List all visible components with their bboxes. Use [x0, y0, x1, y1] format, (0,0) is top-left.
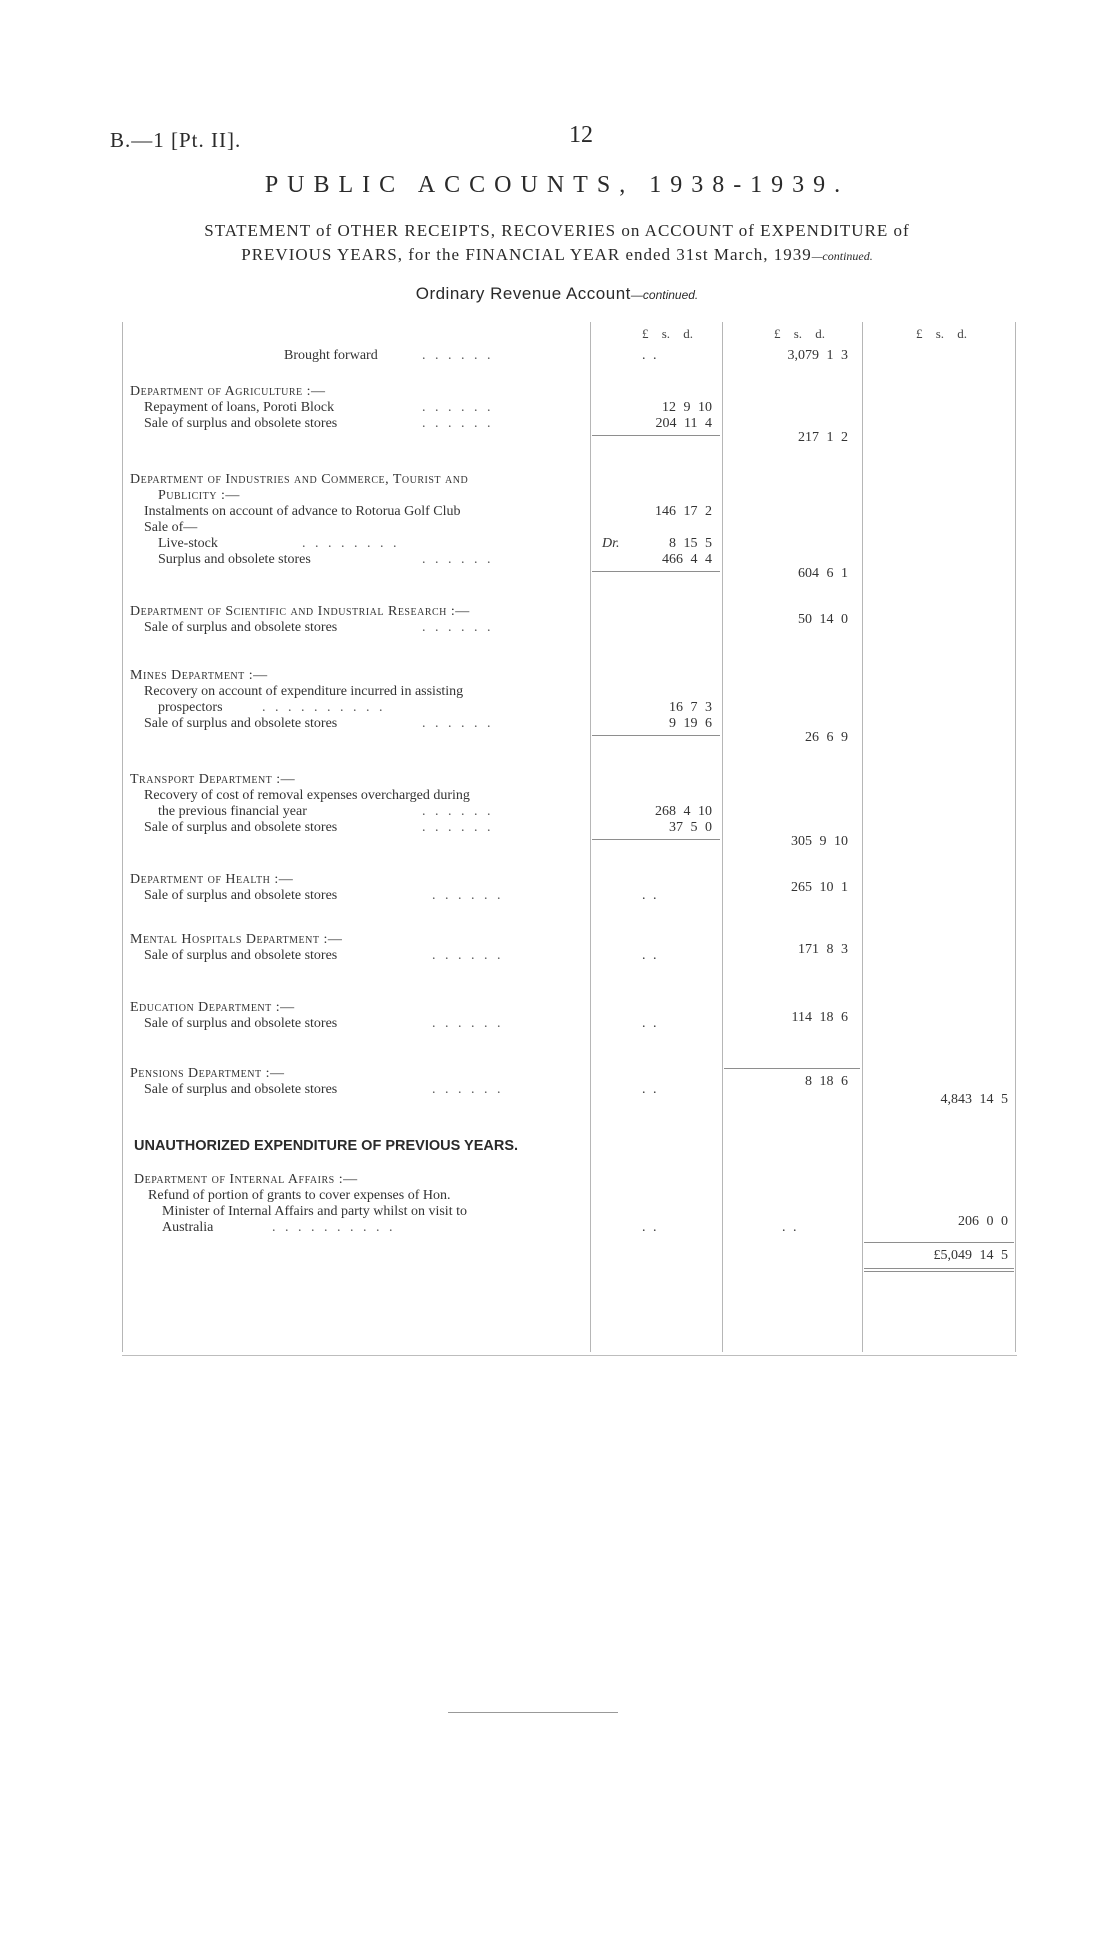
grand-total-c3: £5,049 14 5 — [933, 1248, 1008, 1263]
unauthorized-heading: UNAUTHORIZED EXPENDITURE OF PREVIOUS YEARS. — [134, 1138, 519, 1154]
industries-item4-c1: 466 4 4 — [662, 552, 712, 567]
leader-dots: . . . . . . — [432, 1016, 504, 1031]
dept-transport: Transport Department :— — [130, 772, 296, 787]
transport-item2: Sale of surplus and obsolete stores — [144, 820, 338, 835]
dept-pensions: Pensions Department :— — [130, 1066, 285, 1081]
education-total-c2: 114 18 6 — [791, 1010, 848, 1025]
mines-item1-c1: 16 7 3 — [669, 700, 712, 715]
mines-total-c2: 26 6 9 — [805, 730, 848, 745]
agriculture-item1-c1: 12 9 10 — [662, 400, 712, 415]
leader-dots: . . . . . . — [422, 416, 494, 431]
dept-internal-affairs: Department of Internal Affairs :— — [134, 1172, 358, 1187]
scientific-item1: Sale of surplus and obsolete stores — [144, 620, 338, 635]
statement-title-line2 — [0, 245, 1114, 265]
column-header-c2: £ s. d. — [774, 326, 826, 341]
subtotal-rule — [592, 435, 720, 436]
brought-forward-c2: 3,079 1 3 — [787, 348, 848, 363]
account-heading-text: Ordinary Revenue Account — [415, 284, 631, 303]
internal-affairs-c3: 206 0 0 — [958, 1214, 1008, 1229]
dept-industries-line2: Publicity :— — [158, 488, 240, 503]
column-header-c3: £ s. d. — [916, 326, 968, 341]
dept-mines: Mines Department :— — [130, 668, 268, 683]
leader-dots: . . . . . . — [422, 804, 494, 819]
health-item1: Sale of surplus and obsolete stores — [144, 888, 338, 903]
industries-item3-c1: 8 15 5 — [669, 536, 712, 551]
account-heading-continued: —continued. — [630, 288, 699, 302]
grand-total-rule-top — [864, 1242, 1014, 1243]
leader-dots: . . . . . . . . — [302, 536, 400, 551]
pensions-total-c2: 8 18 6 — [805, 1074, 848, 1089]
pensions-item1: Sale of surplus and obsolete stores — [144, 1082, 338, 1097]
industries-item1: Instalments on account of advance to Rotorua Golf Club — [144, 504, 461, 519]
education-c1: . . — [642, 1016, 657, 1031]
leader-dots: . . . . . . — [422, 400, 494, 415]
industries-item2: Sale of— — [144, 520, 198, 535]
mines-item2-c1: 9 19 6 — [669, 716, 712, 731]
transport-total-c2: 305 9 10 — [791, 834, 848, 849]
transport-item1-c1: 268 4 10 — [655, 804, 712, 819]
subtotal-rule — [592, 735, 720, 736]
leader-dots: . . . . . . — [432, 1082, 504, 1097]
dept-scientific: Department of Scientific and Industrial Research :— — [130, 604, 470, 619]
agriculture-item2: Sale of surplus and obsolete stores — [144, 416, 338, 431]
agriculture-total-c2: 217 1 2 — [798, 430, 848, 445]
mines-item2: Sale of surplus and obsolete stores — [144, 716, 338, 731]
leader-dots: . . . . . . — [432, 888, 504, 903]
grand-total-rule-bottom-double — [864, 1271, 1014, 1272]
industries-item1-c1: 146 17 2 — [655, 504, 712, 519]
health-c1: . . — [642, 888, 657, 903]
column-rule — [590, 322, 591, 1352]
leader-dots: . . . . . . — [422, 620, 494, 635]
document-reference: B.—1 [Pt. II]. — [110, 128, 242, 152]
column-header-c1: £ s. d. — [642, 326, 694, 341]
industries-total-c2: 604 6 1 — [798, 566, 848, 581]
transport-item2-c1: 37 5 0 — [669, 820, 712, 835]
statement-title-continued: —continued. — [811, 249, 873, 263]
column-rule — [862, 322, 863, 1352]
education-item1: Sale of surplus and obsolete stores — [144, 1016, 338, 1031]
leader-dots: . . . . . . — [422, 552, 494, 567]
agriculture-item1: Repayment of loans, Poroti Block — [144, 400, 335, 415]
account-heading — [0, 284, 1114, 304]
brought-forward-c1: . . — [642, 348, 657, 363]
subtotal-rule — [592, 839, 720, 840]
debit-marker: Dr. — [602, 536, 620, 551]
column-rule — [1015, 322, 1016, 1352]
leader-dots: . . . . . . — [432, 948, 504, 963]
leader-dots: . . . . . . — [422, 716, 494, 731]
column-rule — [722, 322, 723, 1352]
internal-affairs-item1b: Minister of Internal Affairs and party whilst on visit to — [162, 1204, 467, 1219]
health-total-c2: 265 10 1 — [791, 880, 848, 895]
page-title: PUBLIC ACCOUNTS, 1938-1939. — [264, 172, 850, 198]
dept-industries-line1: Department of Industries and Commerce, Tourist and — [130, 472, 469, 487]
internal-affairs-c1: . . — [642, 1220, 657, 1235]
mines-item1a: Recovery on account of expenditure incurred in assisting — [144, 684, 464, 699]
internal-affairs-item1a: Refund of portion of grants to cover expenses of Hon. — [148, 1188, 451, 1203]
dept-mental-hospitals: Mental Hospitals Department :— — [130, 932, 343, 947]
end-rule — [448, 1712, 618, 1713]
industries-item4: Surplus and obsolete stores — [158, 552, 311, 567]
brought-forward-label: Brought forward — [284, 348, 378, 363]
grand-total-rule-bottom — [864, 1268, 1014, 1269]
agriculture-item2-c1: 204 11 4 — [655, 416, 712, 431]
transport-item1b: the previous financial year — [158, 804, 307, 819]
accounts-table — [122, 322, 1017, 1356]
leader-dots: . . . . . . . . . . — [262, 700, 386, 715]
mental-total-c2: 171 8 3 — [798, 942, 848, 957]
dept-education: Education Department :— — [130, 1000, 295, 1015]
transport-item1a: Recovery of cost of removal expenses overcharged during — [144, 788, 470, 803]
dept-agriculture: Department of Agriculture :— — [130, 384, 326, 399]
ordinary-revenue-total-c3: 4,843 14 5 — [940, 1092, 1008, 1107]
subtotal-rule — [592, 571, 720, 572]
internal-affairs-item1c: Australia — [162, 1220, 214, 1235]
statement-title-line2-text: PREVIOUS YEARS, for the FINANCIAL YEAR ended 31st March, 1939 — [241, 245, 812, 264]
mines-item1b: prospectors — [158, 700, 223, 715]
mental-item1: Sale of surplus and obsolete stores — [144, 948, 338, 963]
subtotal-rule — [724, 1068, 860, 1069]
industries-item3: Live-stock — [158, 536, 218, 551]
column-rule — [122, 322, 123, 1352]
internal-affairs-c2: . . — [782, 1220, 797, 1235]
leader-dots: . . . . . . — [422, 348, 494, 363]
scientific-total-c2: 50 14 0 — [798, 612, 848, 627]
dept-health: Department of Health :— — [130, 872, 294, 887]
statement-title-line1: STATEMENT of OTHER RECEIPTS, RECOVERIES on ACCOUNT of EXPENDITURE of — [204, 221, 910, 240]
leader-dots: . . . . . . — [422, 820, 494, 835]
leader-dots: . . . . . . . . . . — [272, 1220, 396, 1235]
page-number: 12 — [569, 122, 593, 148]
mental-c1: . . — [642, 948, 657, 963]
pensions-c1: . . — [642, 1082, 657, 1097]
